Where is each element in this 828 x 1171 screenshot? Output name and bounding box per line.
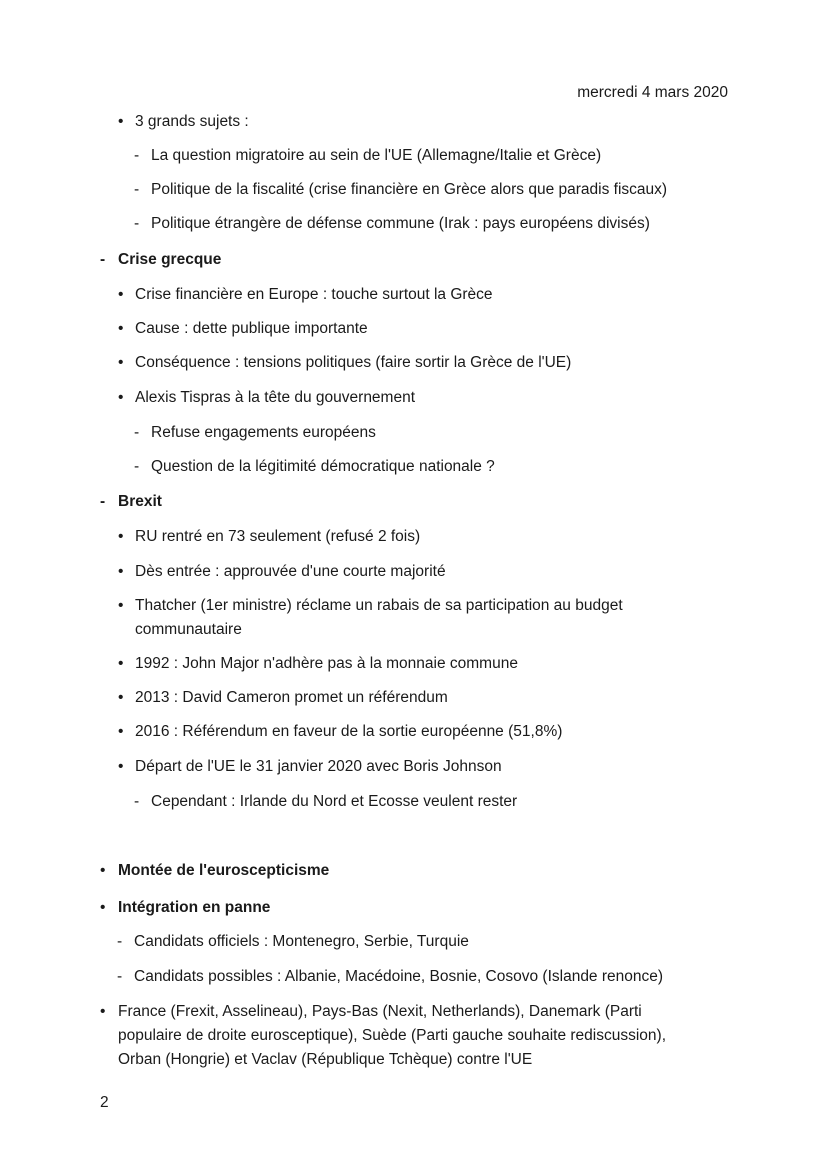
dash-icon: - — [134, 424, 140, 441]
dash-icon: - — [134, 793, 140, 810]
bullet-dot-icon: • — [118, 528, 124, 545]
bullet-dot-icon: • — [118, 113, 124, 130]
bullet-dot-icon: • — [118, 655, 124, 672]
dash-icon: - — [117, 933, 123, 950]
dash-icon: - — [134, 181, 140, 198]
bullet-dot-icon: • — [118, 563, 124, 580]
bullet-dot-icon: • — [118, 723, 124, 740]
bullet-dot-icon: • — [118, 597, 124, 614]
bullet-dot-icon: • — [118, 389, 124, 406]
list-item-continuation: communautaire — [135, 621, 242, 638]
bullet-dot-icon: • — [118, 354, 124, 371]
dash-icon: - — [134, 215, 140, 232]
document-page: mercredi 4 mars 2020 • 3 grands sujets : - La question migratoire au sein de l'UE (Allemagne/Italie et Grèce) - Politique de la fiscalité (crise financière en Grèce alors que paradis fiscaux) - Politique étrangère de défense commune (Irak : pays européens divisés) - Crise grecque • Crise financière en Europe : touche surtout la Grèce • Cause : dette publique importante • Conséquence : tensions politiques (faire sortir la Grèce de l'UE) • Alexis Tispras à la tête du gouvernement - Refuse engagements européens - Question de la légitimité démocratique nationale ? - Brexit • RU rentré en 73 seulement (refusé 2 fois) • Dès entrée : approuvée d'une courte majorité • Thatcher (1er ministre) réclame un rabais de sa participation au budget communautaire • 1992 : John Major n'adhère pas à la monnaie commune • 2013 : David Cameron promet un référendum • 2016 : Référendum en faveur de la sortie européenne (51,8%) • Départ de l'UE le 31 janvier 2020 avec Boris Johnson - Cependant : Irlande du Nord et Ecosse veulent rester • Montée de l'euroscepticisme • Intégration en panne - Candidats officiels : Montenegro, Serbie, Turquie - Candidats possibles : Albanie, Macédoine, Bosnie, Cosovo (Islande renonce) • France (Frexit, Asselineau), Pays-Bas (Nexit, Netherlands), Danemark (Parti populaire de droite eurosceptique), Suède (Parti gauche souhaite rediscussion), Orban (Hongrie) et Vaclav (République Tchèque) contre l'UE 2 — [100, 84, 728, 1111]
dash-icon: - — [100, 251, 106, 268]
dash-icon: - — [117, 968, 123, 985]
bullet-dot-icon: • — [118, 758, 124, 775]
list-item-continuation: Orban (Hongrie) et Vaclav (République Tchèque) contre l'UE — [118, 1051, 533, 1068]
dash-icon: - — [134, 147, 140, 164]
bullet-dot-icon: • — [100, 862, 106, 879]
page-number: 2 — [100, 1094, 109, 1111]
dash-icon: - — [100, 493, 106, 510]
list-item-continuation: populaire de droite eurosceptique), Suède (Parti gauche souhaite rediscussion), — [118, 1027, 667, 1044]
bullet-dot-icon: • — [118, 689, 124, 706]
bullet-dot-icon: • — [100, 899, 106, 916]
dash-icon: - — [134, 458, 140, 475]
bullet-dot-icon: • — [118, 286, 124, 303]
bullet-dot-icon: • — [118, 320, 124, 337]
bullet-dot-icon: • — [100, 1003, 106, 1020]
header-date: mercredi 4 mars 2020 — [577, 84, 728, 101]
